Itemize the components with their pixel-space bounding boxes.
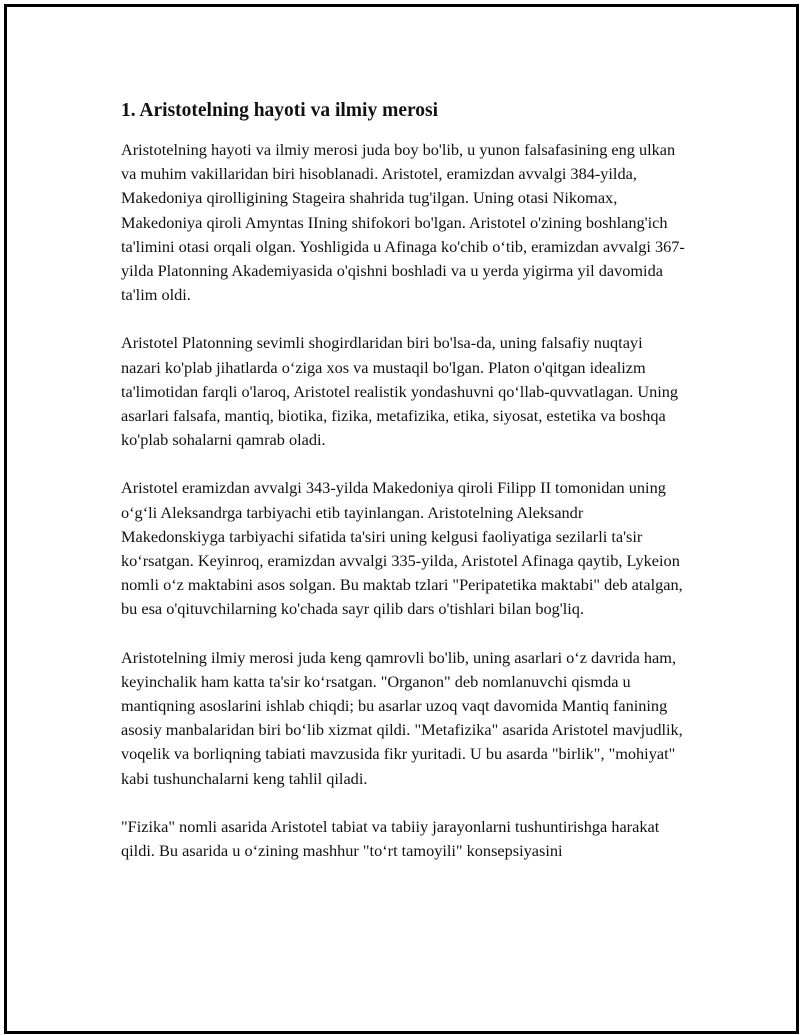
paragraph-5: "Fizika" nomli asarida Aristotel tabiat va tabiiy jarayonlarni tushuntirishga harakat qildi. Bu asarida u o‘zining mashhur "to‘rt tamoyili" konsepsiyasini: [121, 816, 660, 861]
paragraph-1: Aristotelning hayoti va ilmiy merosi juda boy bo'lib, u yunon falsafasining eng ulkan va muhim vakillaridan biri hisoblanadi. Aristotel, eramizdan avvalgi 384-yilda, Makedoniya qirolligining Stageira shahrida tug'ilgan. Uning otasi Nikomax, Makedoniya qiroli Amyntas IIning shifokori bo'lgan. Aristotel o'zining boshlang'ich ta'limini otasi orqali olgan. Yoshligida u Afinaga ko'chib o‘tib, eramizdan avvalgi 367-yilda Platonning Akademiyasida o'qishni boshladi va u yerda yigirma yil davomida ta'lim oldi.: [121, 140, 685, 305]
document-body: [121, 97, 686, 887]
section-heading: 1. Aristotelning hayoti va ilmiy merosi: [121, 100, 439, 121]
paragraph-3: Aristotel eramizdan avvalgi 343-yilda Makedoniya qiroli Filipp II tomonidan uning o‘g‘li Aleksandrga tarbiyachi etib tayinlangan. Aristotelning Aleksandr Makedonskiyga tarbiyachi sifatida ta'siri uning kelgusi faoliyatiga sezilarli ta'sir ko‘rsatgan. Keyinroq, eramizdan avvalgi 335-yilda, Aristotel Afinaga qaytib, Lykeion nomli o‘z maktabini asos solgan. Bu maktab tzlari "Peripatetika maktabi" deb atalgan, bu esa o'qituvchilarning ko'chada sayr qilib dars o'tishlari bilan bog'liq.: [121, 478, 683, 619]
paragraph-2: Aristotel Platonning sevimli shogirdlaridan biri bo'lsa-da, uning falsafiy nuqtayi nazari ko'plab jihatlarda o‘ziga xos va mustaqil bo'lgan. Platon o'qitgan idealizm ta'limotidan farqli o'laroq, Aristotel realistik yondashuvni qo‘llab-quvvatlagan. Uning asarlari falsafa, mantiq, biotika, fizika, metafizika, etika, siyosat, estetika va boshqa ko'plab sohalarni qamrab oladi.: [121, 333, 679, 450]
page-frame: [4, 4, 799, 1034]
paragraph-4: Aristotelning ilmiy merosi juda keng qamrovli bo'lib, uning asarlari o‘z davrida ham, keyinchalik ham katta ta'sir ko‘rsatgan. "Organon" deb nomlanuvchi qismda u mantiqning asoslarini ishlab chiqdi; bu asarlar uzoq vaqt davomida Mantiq fanining asosiy manbalaridan biri bo‘lib xizmat qildi. "Metafizika" asarida Aristotel mavjudlik, voqelik va borliqning tabiati mavzusida fikr yuritadi. U bu asarda "birlik", "mohiyat" kabi tushunchalarni keng tahlil qiladi.: [121, 647, 683, 788]
